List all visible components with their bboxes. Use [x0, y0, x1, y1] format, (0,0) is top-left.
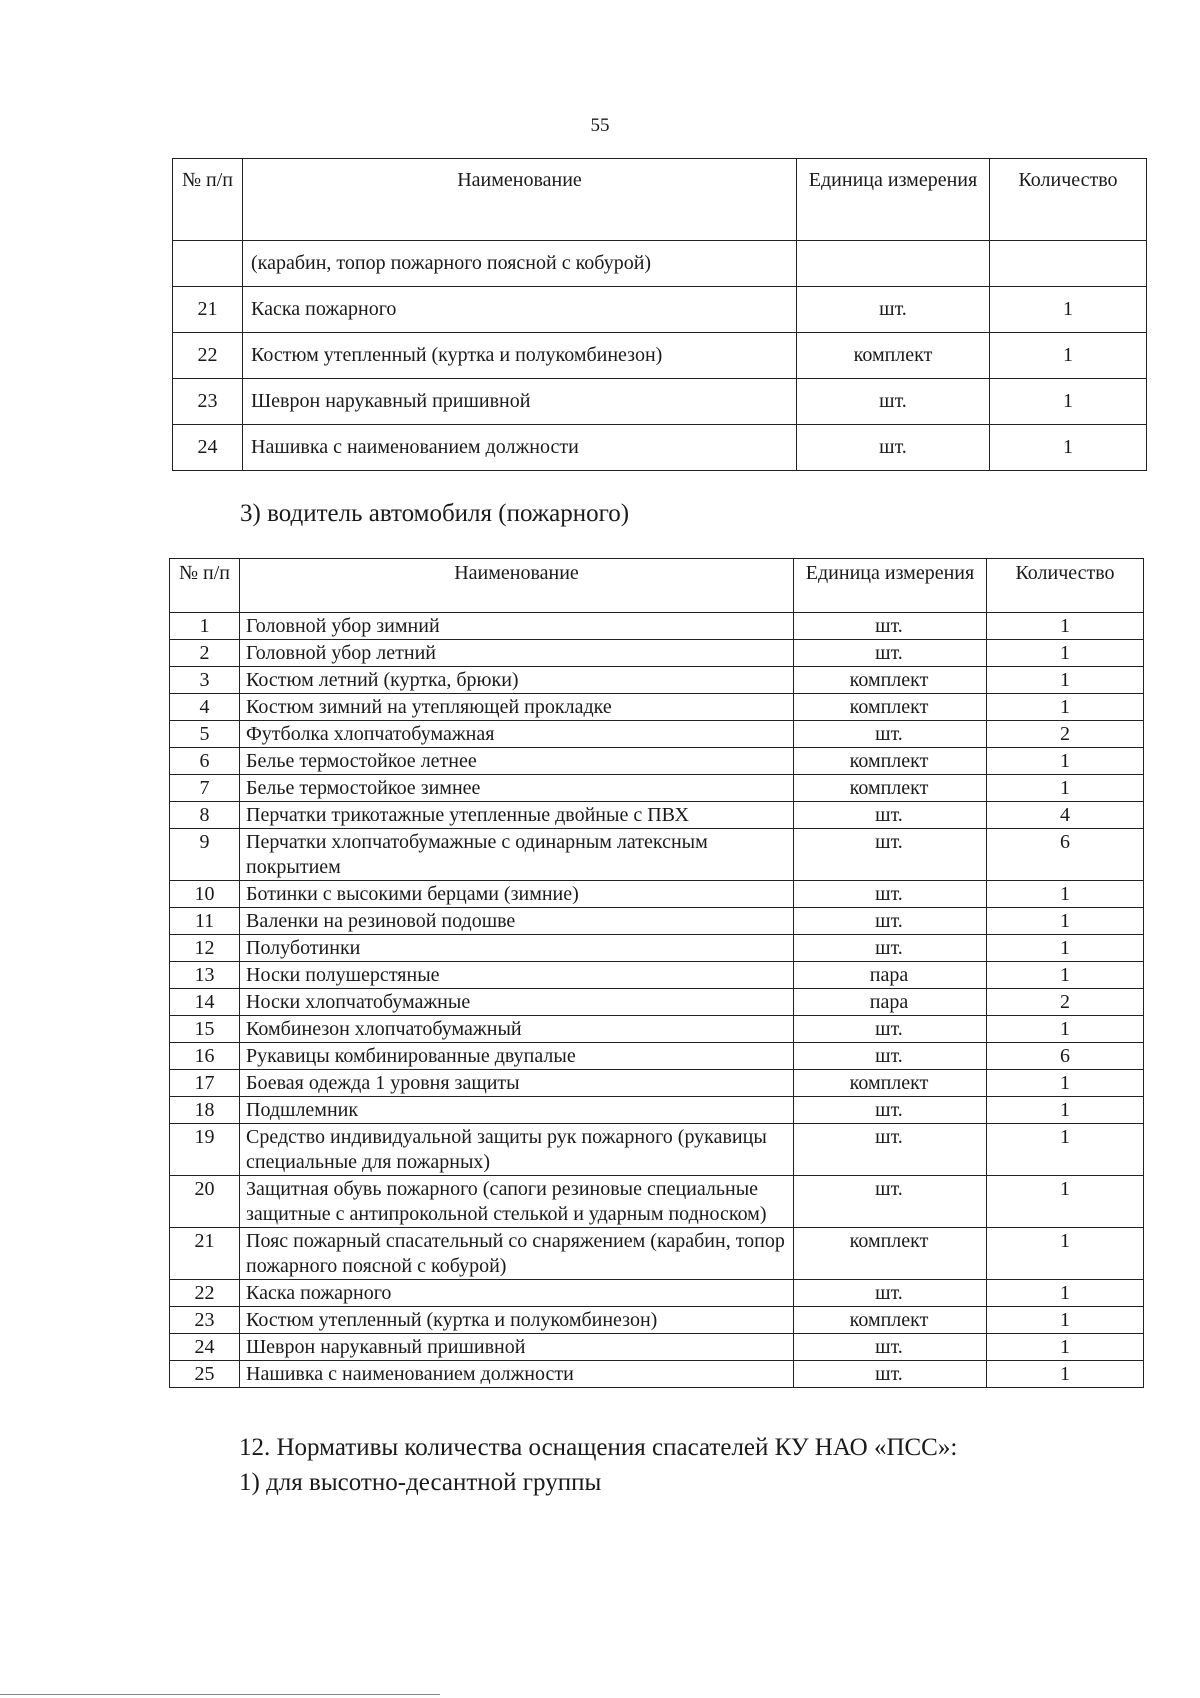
row-quantity: 1	[987, 1361, 1144, 1388]
row-number: 22	[170, 1280, 240, 1307]
table-row	[170, 775, 1144, 802]
row-unit: шт.	[794, 1334, 987, 1361]
row-name: Каска пожарного	[243, 287, 797, 333]
row-number: 23	[173, 379, 243, 425]
row-number: 9	[170, 829, 240, 881]
row-number: 11	[170, 908, 240, 935]
row-quantity: 1	[987, 1307, 1144, 1334]
table-row	[170, 721, 1144, 748]
row-quantity: 1	[990, 287, 1147, 333]
row-number: 21	[173, 287, 243, 333]
row-unit: шт.	[794, 881, 987, 908]
row-quantity: 1	[987, 962, 1144, 989]
table-row	[170, 1334, 1144, 1361]
row-number: 2	[170, 640, 240, 667]
row-name: Рукавицы комбинированные двупалые	[240, 1043, 794, 1070]
row-unit: шт.	[797, 379, 990, 425]
row-quantity: 1	[990, 425, 1147, 471]
row-quantity: 6	[987, 1043, 1144, 1070]
table-row	[170, 1016, 1144, 1043]
row-number: 1	[170, 613, 240, 640]
row-name: Валенки на резиновой подошве	[240, 908, 794, 935]
row-number: 7	[170, 775, 240, 802]
row-unit: шт.	[794, 1361, 987, 1388]
row-number: 6	[170, 748, 240, 775]
row-number: 8	[170, 802, 240, 829]
driver-equipment-table	[169, 558, 1144, 1388]
section-3-heading: 3) водитель автомобиля (пожарного)	[240, 500, 630, 527]
table-row	[170, 962, 1144, 989]
row-number: 14	[170, 989, 240, 1016]
row-name: Боевая одежда 1 уровня защиты	[240, 1070, 794, 1097]
table-row	[170, 1280, 1144, 1307]
row-unit: комплект	[797, 333, 990, 379]
row-quantity: 1	[987, 667, 1144, 694]
table-body	[173, 241, 1147, 471]
table-row	[170, 989, 1144, 1016]
row-unit: шт.	[794, 908, 987, 935]
row-quantity: 1	[987, 935, 1144, 962]
row-name: Каска пожарного	[240, 1280, 794, 1307]
row-name: Защитная обувь пожарного (сапоги резиновые специальные защитные с антипрокольной стелькой и ударным подноском)	[240, 1176, 794, 1228]
row-name: Костюм летний (куртка, брюки)	[240, 667, 794, 694]
row-number: 19	[170, 1124, 240, 1176]
row-number: 17	[170, 1070, 240, 1097]
table-row	[170, 1361, 1144, 1388]
row-unit: шт.	[794, 1280, 987, 1307]
row-name: Ботинки с высокими берцами (зимние)	[240, 881, 794, 908]
row-quantity: 1	[987, 1016, 1144, 1043]
row-quantity: 1	[987, 1124, 1144, 1176]
table-row	[170, 881, 1144, 908]
row-unit: комплект	[794, 1307, 987, 1334]
row-name: Нашивка с наименованием должности	[240, 1361, 794, 1388]
row-quantity: 1	[987, 881, 1144, 908]
row-quantity: 1	[990, 379, 1147, 425]
row-quantity: 1	[987, 1176, 1144, 1228]
row-unit: шт.	[797, 287, 990, 333]
row-quantity: 1	[987, 775, 1144, 802]
row-number: 3	[170, 667, 240, 694]
row-number: 24	[170, 1334, 240, 1361]
row-number	[173, 241, 243, 287]
page-number: 55	[590, 115, 610, 136]
row-quantity: 1	[990, 333, 1147, 379]
row-unit: шт.	[794, 1176, 987, 1228]
table-row	[170, 1124, 1144, 1176]
row-quantity: 1	[987, 1280, 1144, 1307]
row-name: Носки хлопчатобумажные	[240, 989, 794, 1016]
row-name: Средство индивидуальной защиты рук пожарного (рукавицы специальные для пожарных)	[240, 1124, 794, 1176]
table-row	[170, 640, 1144, 667]
table-row	[170, 1307, 1144, 1334]
table-row	[170, 667, 1144, 694]
row-quantity: 1	[987, 908, 1144, 935]
row-name: Костюм утепленный (куртка и полукомбинезон)	[243, 333, 797, 379]
row-unit: шт.	[794, 640, 987, 667]
table-row	[170, 1228, 1144, 1280]
table-row	[173, 287, 1147, 333]
table-row	[170, 829, 1144, 881]
row-unit: шт.	[794, 829, 987, 881]
row-unit: комплект	[794, 748, 987, 775]
row-name: Носки полушерстяные	[240, 962, 794, 989]
row-quantity: 1	[987, 613, 1144, 640]
row-quantity: 1	[987, 1070, 1144, 1097]
row-number: 15	[170, 1016, 240, 1043]
row-unit: шт.	[794, 1016, 987, 1043]
row-unit: шт.	[794, 1124, 987, 1176]
table-body	[170, 613, 1144, 1388]
section-12-title: 12. Нормативы количества оснащения спасателей КУ НАО «ПСС»:	[239, 1434, 958, 1461]
row-quantity: 1	[987, 694, 1144, 721]
table-row	[170, 748, 1144, 775]
row-quantity: 1	[987, 1228, 1144, 1280]
row-unit: комплект	[794, 1228, 987, 1280]
header-num: № п/п	[173, 159, 243, 241]
row-unit: шт.	[797, 425, 990, 471]
table-header-row	[173, 159, 1147, 241]
table-row	[170, 935, 1144, 962]
table-header-row	[170, 559, 1144, 613]
row-unit: пара	[794, 962, 987, 989]
row-quantity: 1	[987, 640, 1144, 667]
row-unit: шт.	[794, 935, 987, 962]
table-row	[173, 379, 1147, 425]
row-name: Нашивка с наименованием должности	[243, 425, 797, 471]
table-row	[170, 802, 1144, 829]
row-name: Комбинезон хлопчатобумажный	[240, 1016, 794, 1043]
header-qty: Количество	[990, 159, 1147, 241]
row-name: Головной убор летний	[240, 640, 794, 667]
row-unit: шт.	[794, 1043, 987, 1070]
row-quantity: 6	[987, 829, 1144, 881]
header-name: Наименование	[243, 159, 797, 241]
table-row	[173, 241, 1147, 287]
row-quantity: 1	[987, 748, 1144, 775]
footer-rule	[0, 1694, 440, 1695]
row-number: 24	[173, 425, 243, 471]
table-row	[173, 425, 1147, 471]
row-number: 12	[170, 935, 240, 962]
row-unit: шт.	[794, 802, 987, 829]
row-name: Футболка хлопчатобумажная	[240, 721, 794, 748]
row-quantity: 2	[987, 721, 1144, 748]
row-unit: пара	[794, 989, 987, 1016]
table-row	[170, 1176, 1144, 1228]
row-number: 16	[170, 1043, 240, 1070]
row-name: (карабин, топор пожарного поясной с кобурой)	[243, 241, 797, 287]
table-row	[170, 1097, 1144, 1124]
row-quantity: 1	[987, 1097, 1144, 1124]
row-quantity: 1	[987, 1334, 1144, 1361]
section-12-subtitle: 1) для высотно-десантной группы	[239, 1469, 602, 1496]
row-name: Костюм утепленный (куртка и полукомбинезон)	[240, 1307, 794, 1334]
row-name: Пояс пожарный спасательный со снаряжением (карабин, топор пожарного поясной с кобурой)	[240, 1228, 794, 1280]
row-unit: шт.	[794, 1097, 987, 1124]
table-row	[170, 1070, 1144, 1097]
row-unit: шт.	[794, 613, 987, 640]
row-number: 22	[173, 333, 243, 379]
row-name: Белье термостойкое летнее	[240, 748, 794, 775]
row-name: Костюм зимний на утепляющей прокладке	[240, 694, 794, 721]
row-unit: комплект	[794, 667, 987, 694]
header-qty: Количество	[987, 559, 1144, 613]
row-name: Шеврон нарукавный пришивной	[243, 379, 797, 425]
row-number: 25	[170, 1361, 240, 1388]
section-12	[239, 1430, 957, 1500]
row-unit: комплект	[794, 775, 987, 802]
row-name: Шеврон нарукавный пришивной	[240, 1334, 794, 1361]
row-number: 4	[170, 694, 240, 721]
row-name: Белье термостойкое зимнее	[240, 775, 794, 802]
row-unit: комплект	[794, 1070, 987, 1097]
row-number: 5	[170, 721, 240, 748]
row-name: Перчатки хлопчатобумажные с одинарным латексным покрытием	[240, 829, 794, 881]
row-name: Подшлемник	[240, 1097, 794, 1124]
row-number: 20	[170, 1176, 240, 1228]
table-row	[170, 1043, 1144, 1070]
row-number: 13	[170, 962, 240, 989]
header-unit: Единица измерения	[794, 559, 987, 613]
header-name: Наименование	[240, 559, 794, 613]
table-row	[170, 613, 1144, 640]
row-unit: комплект	[794, 694, 987, 721]
row-unit	[797, 241, 990, 287]
table-row	[170, 694, 1144, 721]
row-quantity: 4	[987, 802, 1144, 829]
table-row	[170, 908, 1144, 935]
row-name: Головной убор зимний	[240, 613, 794, 640]
row-name: Перчатки трикотажные утепленные двойные с ПВХ	[240, 802, 794, 829]
row-quantity: 2	[987, 989, 1144, 1016]
row-number: 23	[170, 1307, 240, 1334]
row-number: 21	[170, 1228, 240, 1280]
row-number: 10	[170, 881, 240, 908]
table-row	[173, 333, 1147, 379]
row-number: 18	[170, 1097, 240, 1124]
header-unit: Единица измерения	[797, 159, 990, 241]
header-num: № п/п	[170, 559, 240, 613]
row-unit: шт.	[794, 721, 987, 748]
equipment-table-continued	[172, 158, 1147, 471]
row-name: Полуботинки	[240, 935, 794, 962]
row-quantity	[990, 241, 1147, 287]
